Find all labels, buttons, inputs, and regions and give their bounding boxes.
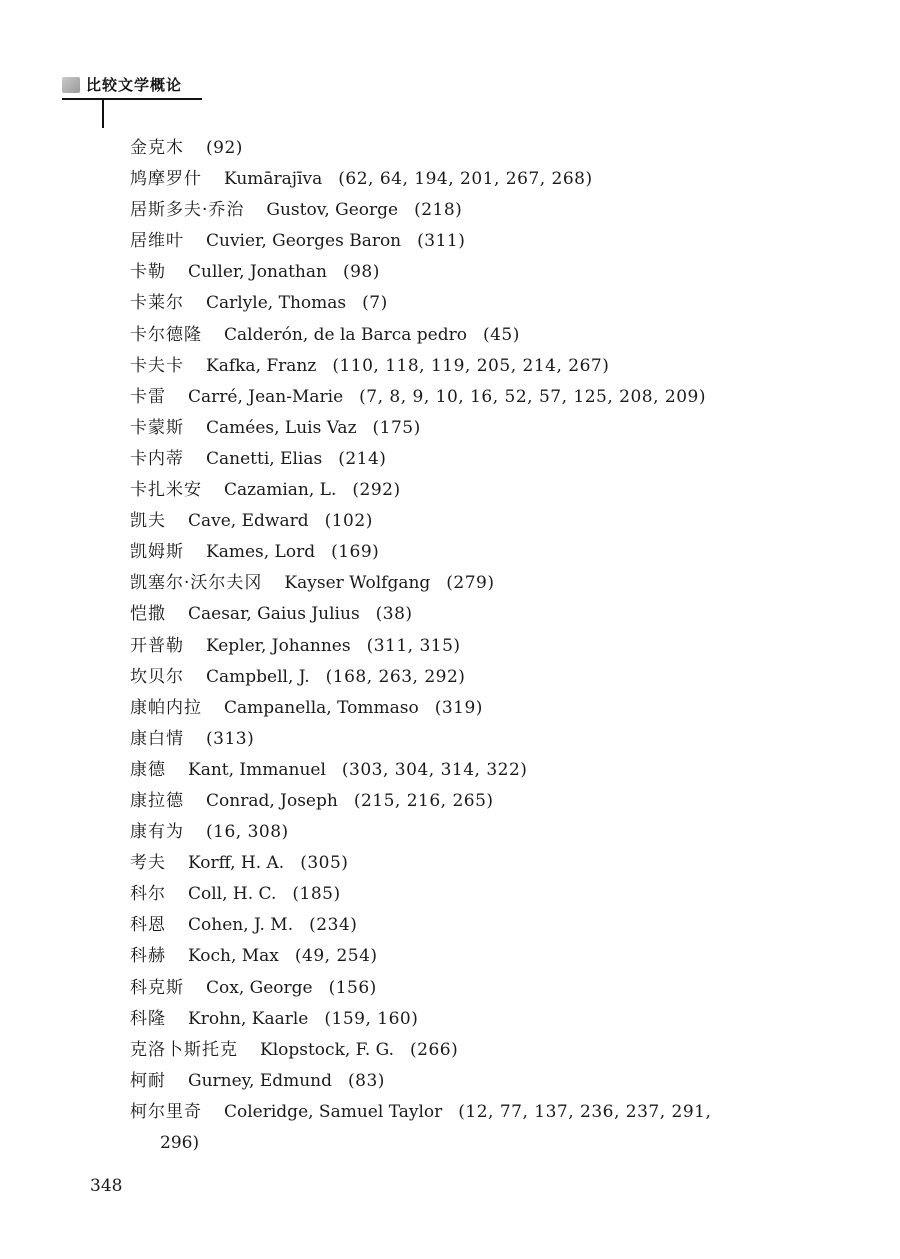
entry-chinese-name: 金克木 <box>130 138 184 158</box>
header-vertical-rule <box>102 98 104 128</box>
entry-chinese-name: 康帕内拉 <box>130 697 202 718</box>
book-mark-icon <box>62 77 80 93</box>
index-entry <box>130 475 830 506</box>
entry-original-name: Campbell, J. <box>206 666 310 687</box>
index-entry <box>130 755 830 786</box>
index-entry <box>130 351 830 382</box>
entry-original-name: Canetti, Elias <box>206 448 323 469</box>
book-title: 比较文学概论 <box>86 76 183 94</box>
entry-chinese-name: 凯夫 <box>130 511 166 532</box>
entry-chinese-name: 康白情 <box>130 728 184 749</box>
entry-original-name: Culler, Jonathan <box>188 262 327 283</box>
entry-page-refs: (319) <box>434 697 483 718</box>
index-entry <box>130 973 830 1004</box>
entry-page-refs: (102) <box>324 511 373 532</box>
page-number: 348 <box>90 1176 123 1196</box>
entry-chinese-name: 科隆 <box>130 1008 166 1029</box>
entry-original-name: Cave, Edward <box>188 511 309 532</box>
entry-page-refs: (218) <box>414 200 463 221</box>
entry-page-refs: (110, 118, 119, 205, 214, 267) <box>332 355 610 376</box>
index-entry <box>130 724 830 755</box>
entry-original-name: Cohen, J. M. <box>188 915 294 936</box>
entry-original-name: Cox, George <box>206 977 313 998</box>
index-entry <box>130 1035 830 1066</box>
entry-original-name: Kayser Wolfgang <box>284 573 431 594</box>
entry-original-name: Kant, Immanuel <box>188 759 326 780</box>
entry-page-refs: (38) <box>375 604 413 625</box>
entry-original-name: Campanella, Tommaso <box>224 697 419 718</box>
index-entry <box>130 288 830 319</box>
index-entry <box>130 599 830 630</box>
entry-original-name: Calderón, de la Barca pedro <box>224 324 467 345</box>
entry-original-name: Kames, Lord <box>206 542 316 563</box>
entry-chinese-name: 柯耐 <box>130 1070 166 1091</box>
index-entry <box>130 1097 830 1159</box>
entry-chinese-name: 克洛卜斯托克 <box>130 1039 238 1060</box>
entry-chinese-name: 康德 <box>130 759 166 780</box>
entry-chinese-name: 恺撒 <box>130 604 166 625</box>
index-entry <box>130 537 830 568</box>
index-entry <box>130 506 830 537</box>
entry-chinese-name: 康有为 <box>130 822 184 843</box>
index-entry <box>130 1004 830 1035</box>
entry-page-refs: (215, 216, 265) <box>353 790 494 811</box>
entry-page-refs: (98) <box>342 262 380 283</box>
entry-page-refs: (156) <box>328 977 377 998</box>
entry-original-name: Kafka, Franz <box>206 355 317 376</box>
index-entry <box>130 1066 830 1097</box>
entry-page-refs: (305) <box>300 853 349 874</box>
entry-page-refs: (7) <box>362 293 388 314</box>
header-rule <box>62 98 202 100</box>
entry-chinese-name: 卡蒙斯 <box>130 417 184 438</box>
entry-page-refs: (279) <box>446 573 495 594</box>
entry-original-name: Cazamian, L. <box>224 480 337 501</box>
entry-chinese-name: 卡尔德隆 <box>130 324 202 345</box>
index-entry <box>130 444 830 475</box>
entry-page-refs: (311) <box>417 231 466 252</box>
entry-original-name: Kumārajīva <box>224 169 323 190</box>
entry-page-refs: (12, 77, 137, 236, 237, 291, <box>458 1101 712 1122</box>
entry-original-name: Caesar, Gaius Julius <box>188 604 360 625</box>
entry-original-name: Cuvier, Georges Baron <box>206 231 402 252</box>
entry-chinese-name: 卡莱尔 <box>130 293 184 314</box>
entry-chinese-name: 卡内蒂 <box>130 448 184 469</box>
entry-original-name: Kepler, Johannes <box>206 635 351 656</box>
entry-original-name: Koch, Max <box>188 946 279 967</box>
entry-page-refs-continued: 296) <box>160 1133 200 1153</box>
index-entry <box>130 693 830 724</box>
entry-chinese-name: 卡雷 <box>130 386 166 407</box>
entry-chinese-name: 考夫 <box>130 853 166 874</box>
index-entry <box>130 195 830 226</box>
entry-chinese-name: 鸠摩罗什 <box>130 169 202 190</box>
index-entry <box>130 662 830 693</box>
index-entry <box>130 941 830 972</box>
entry-original-name: Gustov, George <box>266 200 399 221</box>
index-entry <box>130 226 830 257</box>
entry-original-name: Korff, H. A. <box>188 853 285 874</box>
entry-original-name: Camées, Luis Vaz <box>206 417 357 438</box>
entry-original-name: Gurney, Edmund <box>188 1070 333 1091</box>
index-entry <box>130 910 830 941</box>
entry-chinese-name: 卡夫卡 <box>130 355 184 376</box>
entry-chinese-name: 卡扎米安 <box>130 480 202 501</box>
index-entry <box>130 817 830 848</box>
entry-page-refs: (49, 254) <box>294 946 378 967</box>
entry-page-refs: (7, 8, 9, 10, 16, 52, 57, 125, 208, 209) <box>359 386 706 407</box>
entry-page-refs: (266) <box>410 1039 459 1060</box>
entry-chinese-name: 居维叶 <box>130 231 184 252</box>
entry-chinese-name: 科尔 <box>130 884 166 905</box>
index-entry <box>130 257 830 288</box>
entry-page-refs: (313) <box>206 728 255 749</box>
entry-chinese-name: 科赫 <box>130 946 166 967</box>
entry-chinese-name: 科恩 <box>130 915 166 936</box>
entry-original-name: Klopstock, F. G. <box>260 1039 395 1060</box>
entry-page-refs: (159, 160) <box>324 1008 419 1029</box>
entry-original-name: Krohn, Kaarle <box>188 1008 309 1029</box>
index-entry <box>130 133 830 164</box>
entry-chinese-name: 坎贝尔 <box>130 666 184 687</box>
entry-chinese-name: 居斯多夫·乔治 <box>130 200 245 221</box>
entry-page-refs: (168, 263, 292) <box>325 666 466 687</box>
entry-page-refs: (303, 304, 314, 322) <box>341 759 528 780</box>
entry-page-refs: (311, 315) <box>366 635 461 656</box>
index-entry <box>130 320 830 351</box>
entry-original-name: Conrad, Joseph <box>206 790 338 811</box>
entry-page-refs: (16, 308) <box>206 822 289 843</box>
entry-page-refs: (175) <box>372 417 421 438</box>
entry-page-refs: (292) <box>352 480 401 501</box>
index-entry <box>130 382 830 413</box>
entry-original-name: Coleridge, Samuel Taylor <box>224 1101 443 1122</box>
index-entry <box>130 164 830 195</box>
entry-page-refs: (185) <box>292 884 341 905</box>
index-entry <box>130 848 830 879</box>
entry-chinese-name: 开普勒 <box>130 635 184 656</box>
entry-chinese-name: 凯姆斯 <box>130 542 184 563</box>
index-entries <box>130 133 830 1159</box>
entry-chinese-name: 柯尔里奇 <box>130 1101 202 1122</box>
entry-page-refs: (169) <box>331 542 380 563</box>
entry-chinese-name: 康拉德 <box>130 790 184 811</box>
running-header <box>62 74 182 95</box>
entry-chinese-name: 科克斯 <box>130 977 184 998</box>
entry-page-refs: (92) <box>206 138 243 158</box>
index-entry <box>130 413 830 444</box>
entry-chinese-name: 凯塞尔·沃尔夫冈 <box>130 573 263 594</box>
entry-chinese-name: 卡勒 <box>130 262 166 283</box>
entry-page-refs: (45) <box>482 324 520 345</box>
index-entry <box>130 631 830 662</box>
index-entry <box>130 879 830 910</box>
entry-original-name: Carlyle, Thomas <box>206 293 347 314</box>
entry-original-name: Carré, Jean-Marie <box>188 386 344 407</box>
entry-original-name: Coll, H. C. <box>188 884 277 905</box>
entry-page-refs: (62, 64, 194, 201, 267, 268) <box>338 169 593 190</box>
entry-page-refs: (214) <box>338 448 387 469</box>
entry-page-refs: (83) <box>348 1070 385 1091</box>
index-entry <box>130 568 830 599</box>
index-entry <box>130 786 830 817</box>
entry-page-refs: (234) <box>309 915 358 936</box>
